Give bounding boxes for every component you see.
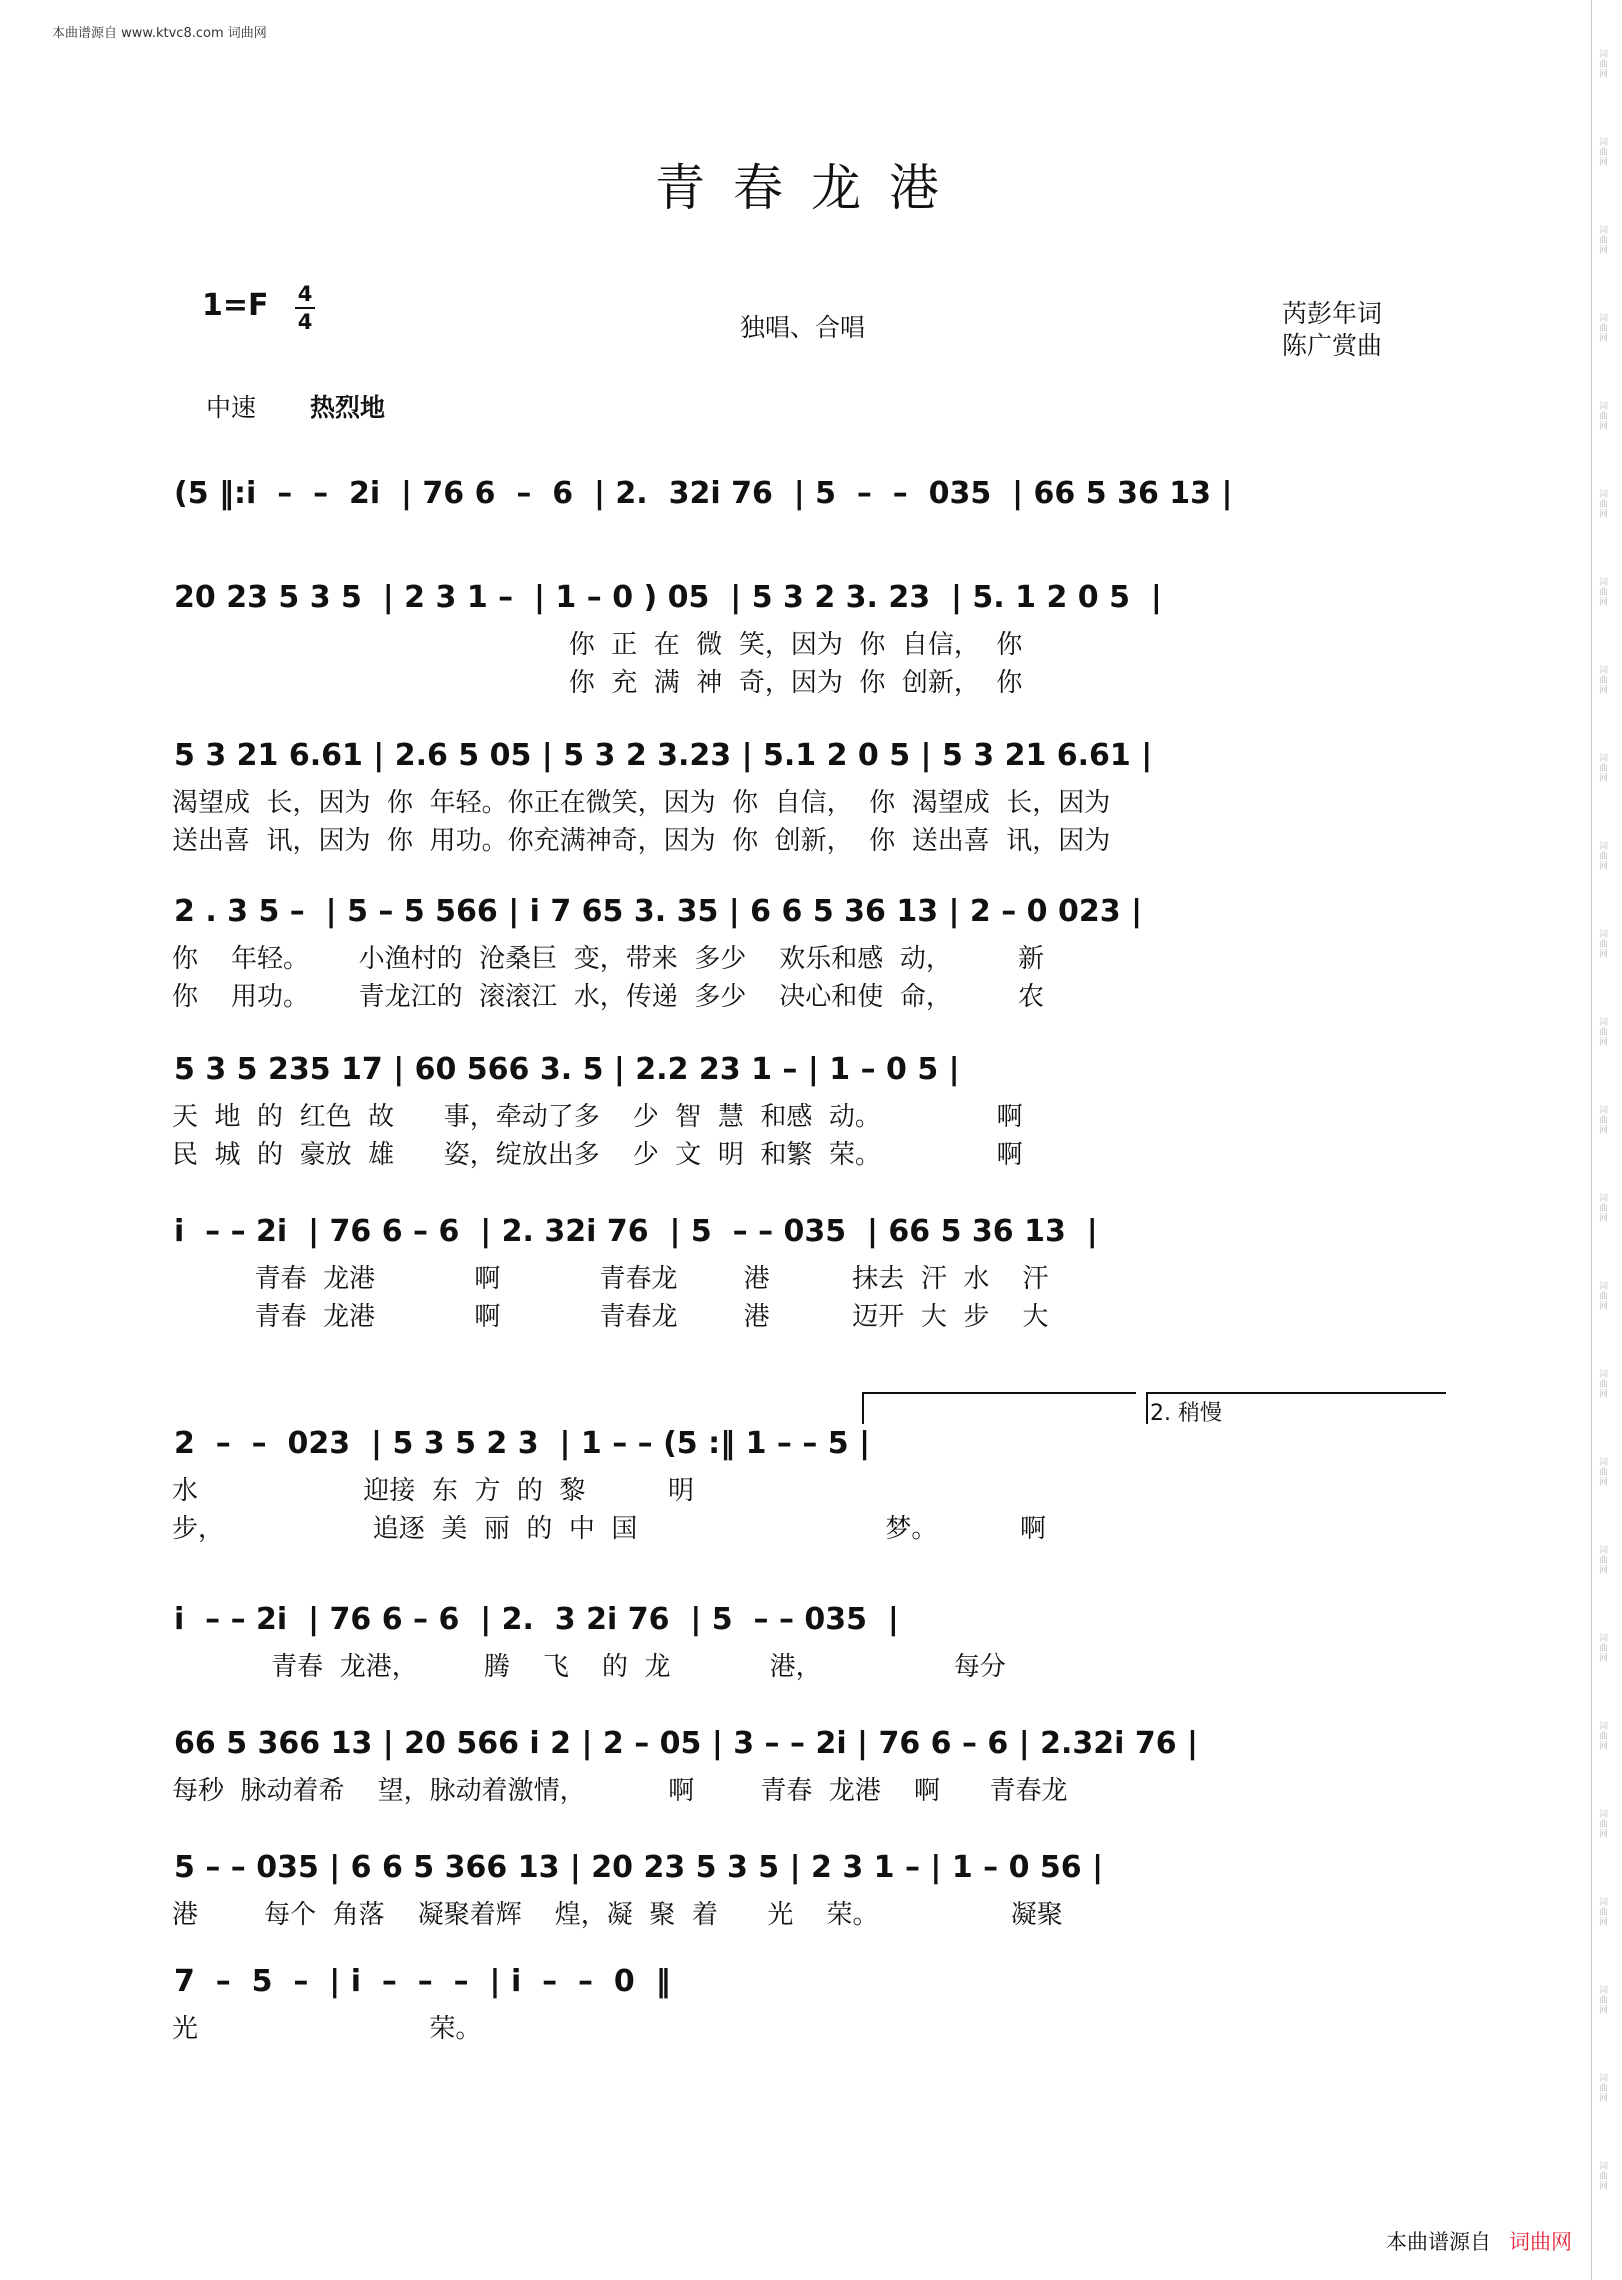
lyric-line: 你 正 在 微 笑，因为 你 自信， 你 <box>172 630 1023 660</box>
notation-line: 5 3 21 6.61 | 2.6 5 05 | 5 3 2 3.23 | 5.1 2 0 5 | 5 3 21 6.61 | <box>174 738 1153 773</box>
watermark-text: 词曲网 <box>1599 578 1609 608</box>
notation-line: i – – 2i | 76 6 – 6 | 2. 32i 76 | 5 – – 035 | 66 5 36 13 | <box>174 1214 1098 1249</box>
watermark-text: 词曲网 <box>1599 1194 1609 1224</box>
notation-line: i – – 2i | 76 6 – 6 | 2. 3 2i 76 | 5 – – 035 | <box>174 1602 899 1637</box>
lyric-line: 青春 龙港， 腾 飞 的 龙 港， 每分 <box>172 1652 1006 1682</box>
watermark-text: 词曲网 <box>1599 1722 1609 1752</box>
lyric-line: 水 迎接 东 方 的 黎 明 <box>172 1476 695 1506</box>
watermark-text: 词曲网 <box>1599 138 1609 168</box>
watermark-text: 词曲网 <box>1599 402 1609 432</box>
watermark-text: 词曲网 <box>1599 226 1609 256</box>
time-signature <box>295 282 315 334</box>
notation-line: 20 23 5 3 5 | 2 3 1 – | 1 – 0 ) 05 | 5 3 2 3. 23 | 5. 1 2 0 5 | <box>174 580 1162 615</box>
composer-credit: 陈广赏曲 <box>1282 331 1383 360</box>
notation-line: 66 5 366 13 | 20 566 i 2 | 2 – 05 | 3 – – 2i | 76 6 – 6 | 2.32i 76 | <box>174 1726 1199 1761</box>
watermark-text: 词曲网 <box>1599 314 1609 344</box>
time-signature-top: 4 <box>297 282 313 306</box>
lyric-line: 光 荣。 <box>172 2014 482 2044</box>
source-header <box>52 22 267 41</box>
time-signature-bottom: 4 <box>297 310 313 334</box>
notation-line: 2 – – 023 | 5 3 5 2 3 | 1 – – (5 :‖ 1 – – 5 | <box>174 1426 871 1461</box>
watermark-text: 词曲网 <box>1599 2162 1609 2192</box>
watermark-text: 词曲网 <box>1599 1810 1609 1840</box>
notation-line: 7 – 5 – | i – – – | i – – 0 ‖ <box>174 1964 671 1999</box>
watermark-text: 词曲网 <box>1599 930 1609 960</box>
watermark-text: 词曲网 <box>1599 1986 1609 2016</box>
tempo-speed: 中速 <box>206 393 257 422</box>
notation-line: (5 ‖:i – – 2i | 76 6 – 6 | 2. 32i 76 | 5 – – 035 | 66 5 36 13 | <box>174 476 1233 511</box>
watermark-text: 词曲网 <box>1599 842 1609 872</box>
watermark-text: 词曲网 <box>1599 1634 1609 1664</box>
watermark-text: 词曲网 <box>1599 490 1609 520</box>
lyric-line: 港 每个 角落 凝聚着辉 煌，凝 聚 着 光 荣。 凝聚 <box>172 1900 1063 1930</box>
song-title: 青春龙港 <box>655 159 967 217</box>
lyric-line: 青春 龙港 啊 青春龙 港 迈开 大 步 大 <box>172 1302 1049 1332</box>
notation-line: 2 . 3 5 – | 5 – 5 566 | i 7 65 3. 35 | 6 6 5 36 13 | 2 – 0 023 | <box>174 894 1143 929</box>
lyric-line: 你 充 满 神 奇，因为 你 创新， 你 <box>172 668 1023 698</box>
lyricist-credit: 芮彭年词 <box>1282 299 1383 328</box>
source-prefix: 本曲谱源自 <box>52 26 122 41</box>
tempo-expression: 热烈地 <box>310 393 386 422</box>
watermark-text: 词曲网 <box>1599 666 1609 696</box>
watermark-text: 词曲网 <box>1599 754 1609 784</box>
lyric-line: 青春 龙港 啊 青春龙 港 抹去 汗 水 汗 <box>172 1264 1049 1294</box>
source-footer-site[interactable]: 词曲网 <box>1509 2230 1572 2254</box>
watermark-text: 词曲网 <box>1599 1546 1609 1576</box>
key-signature: 1=F <box>202 288 269 323</box>
notation-line: 5 3 5 235 17 | 60 566 3. 5 | 2.2 23 1 – | 1 – 0 5 | <box>174 1052 960 1087</box>
lyric-line: 每秒 脉动着希 望，脉动着激情， 啊 青春 龙港 啊 青春龙 <box>172 1776 1068 1806</box>
lyric-line: 你 用功。 青龙江的 滚滚江 水，传递 多少 决心和使 命， 农 <box>172 982 1044 1012</box>
lyric-line: 民 城 的 豪放 雄 姿，绽放出多 少 文 明 和繁 荣。 啊 <box>172 1140 1023 1170</box>
volta-2-label: 2. 稍慢 <box>1150 1401 1222 1426</box>
lyric-line: 步， 追逐 美 丽 的 中 国 梦。 啊 <box>172 1514 1046 1544</box>
watermark-text: 词曲网 <box>1599 1898 1609 1928</box>
volta-1-bracket <box>862 1392 1136 1424</box>
source-suffix: 词曲网 <box>223 26 267 41</box>
watermark-text: 词曲网 <box>1599 1370 1609 1400</box>
lyric-line: 天 地 的 红色 故 事，牵动了多 少 智 慧 和感 动。 啊 <box>172 1102 1023 1132</box>
watermark-text: 词曲网 <box>1599 1018 1609 1048</box>
source-footer <box>1386 2226 1572 2256</box>
volta-2-bracket <box>1146 1392 1446 1424</box>
performance-type: 独唱、合唱 <box>740 313 866 342</box>
watermark-text: 词曲网 <box>1599 2074 1609 2104</box>
source-footer-prefix: 本曲谱源自 <box>1386 2230 1491 2254</box>
watermark-text: 词曲网 <box>1599 50 1609 80</box>
page-right-border <box>1591 0 1592 2280</box>
source-url[interactable]: www.ktvc8.com <box>121 26 224 41</box>
notation-line: 5 – – 035 | 6 6 5 366 13 | 20 23 5 3 5 | 2 3 1 – | 1 – 0 56 | <box>174 1850 1104 1885</box>
watermark-text: 词曲网 <box>1599 1106 1609 1136</box>
watermark-text: 词曲网 <box>1599 1282 1609 1312</box>
lyric-line: 送出喜 讯，因为 你 用功。你充满神奇，因为 你 创新， 你 送出喜 讯，因为 <box>172 826 1111 856</box>
lyric-line: 渴望成 长，因为 你 年轻。你正在微笑，因为 你 自信， 你 渴望成 长，因为 <box>172 788 1111 818</box>
lyric-line: 你 年轻。 小渔村的 沧桑巨 变，带来 多少 欢乐和感 动， 新 <box>172 944 1044 974</box>
watermark-text: 词曲网 <box>1599 1458 1609 1488</box>
